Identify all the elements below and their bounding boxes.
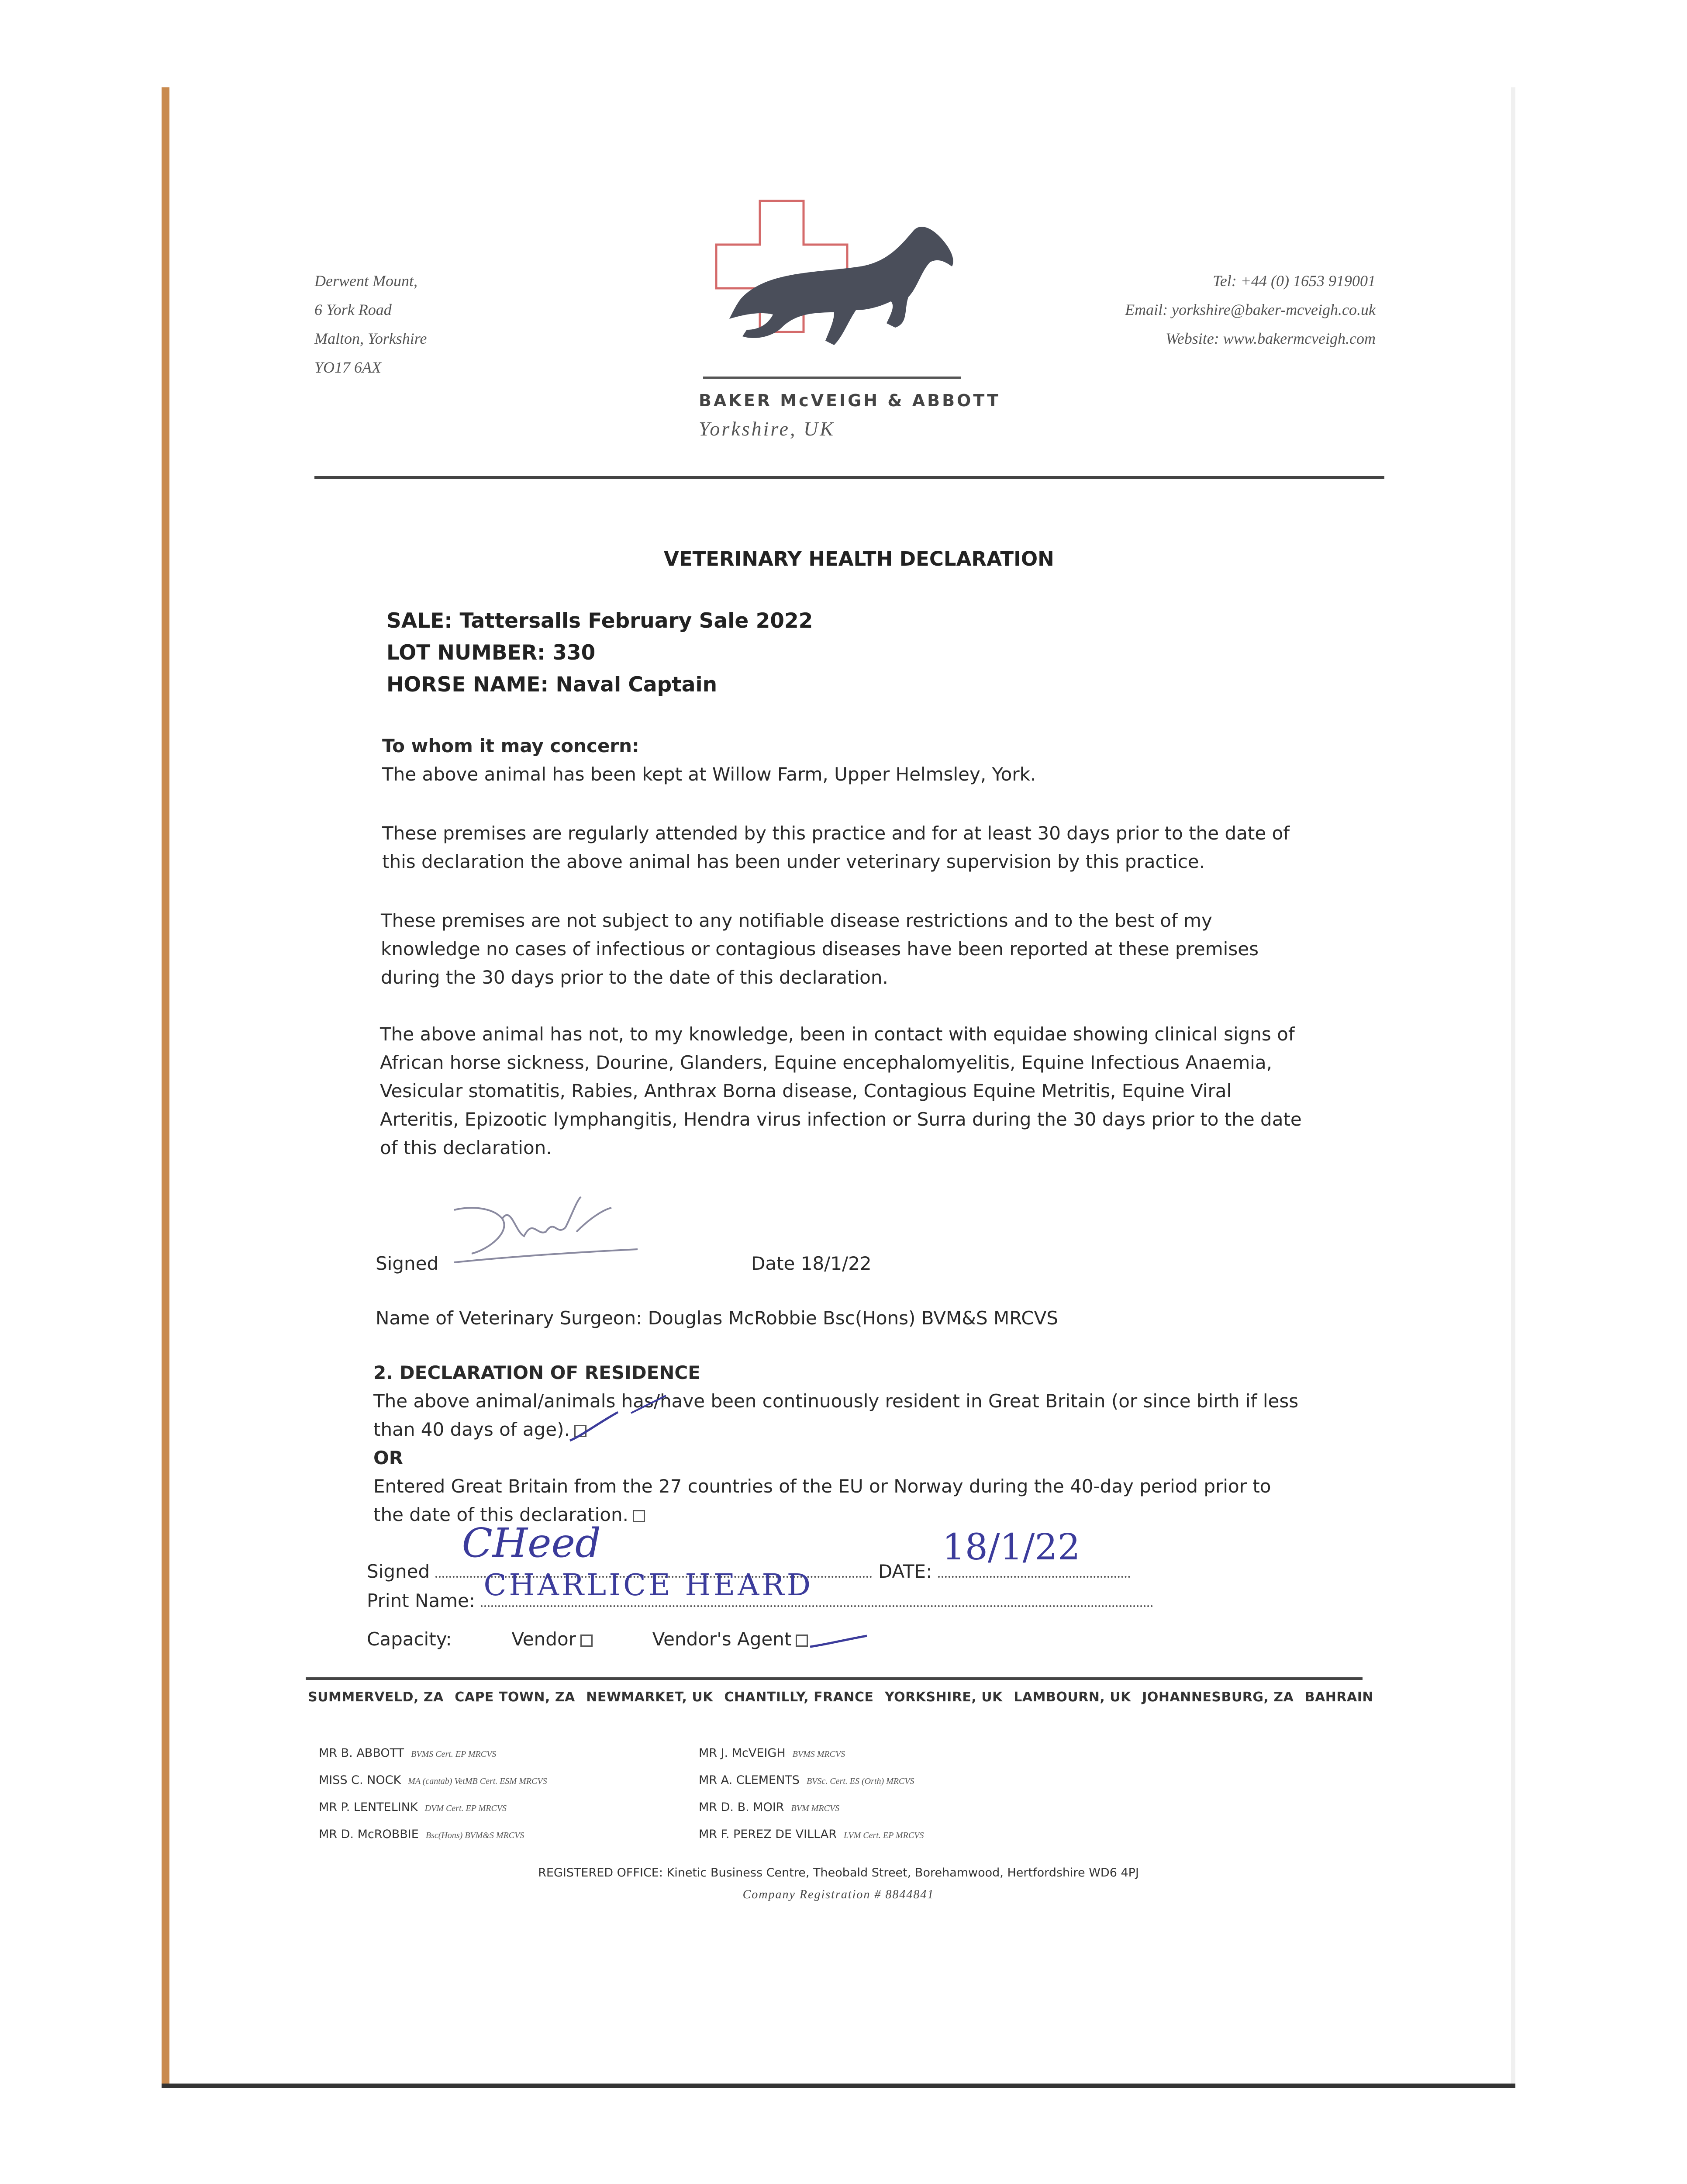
capacity-row <box>367 1625 1066 1653</box>
vet-list-right <box>699 1741 1135 1849</box>
residence-line-text: than 40 days of age). <box>373 1419 570 1440</box>
residence-date: 18/1/22 <box>942 1527 1080 1568</box>
contact-phone: Tel: +44 (0) 1653 919001 <box>1213 272 1376 290</box>
paragraph-line: knowledge no cases of infectious or contagious diseases have been reported at these premises <box>381 938 1259 960</box>
residence-section <box>373 1358 1378 1529</box>
tick-mark-icon <box>568 1410 620 1447</box>
paragraph-line: These premises are regularly attended by this practice and for at least 30 days prior to the date of <box>382 822 1290 844</box>
contact-website: Website: www.bakermcveigh.com <box>1166 330 1376 347</box>
vet-entry: MR A. CLEMENTS BVSc. Cert. ES (Orth) MRCVS <box>699 1773 914 1787</box>
page-edge-left <box>162 87 169 2088</box>
office: JOHANNESBURG, ZA <box>1142 1690 1294 1705</box>
vet-signed-label: Signed <box>376 1253 439 1274</box>
vendor-agent-label: Vendor's Agent <box>652 1628 792 1650</box>
sale-line: SALE: Tattersalls February Sale 2022 <box>386 609 813 633</box>
vet-entry: MR D. B. MOIR BVM MRCVS <box>699 1800 840 1814</box>
paragraph-line: These premises are not subject to any notifiable disease restrictions and to the best of my <box>381 910 1212 931</box>
paragraph-diseases <box>380 1020 1363 1162</box>
vendor-checkbox[interactable] <box>580 1635 593 1647</box>
paragraph-line: of this declaration. <box>380 1137 552 1158</box>
sale-details <box>386 605 813 701</box>
office: CAPE TOWN, ZA <box>455 1690 575 1705</box>
agent-tick-icon <box>808 1625 869 1653</box>
paragraph-line: The above animal has not, to my knowledge, been in contact with equidae showing clinical signs of <box>380 1023 1295 1045</box>
residence-heading: 2. DECLARATION OF RESIDENCE <box>373 1362 700 1383</box>
paragraph-premises: The above animal has been kept at Willow Farm, Upper Helmsley, York. <box>382 764 1036 785</box>
residence-line-2 <box>373 1415 1378 1444</box>
contact-email: Email: yorkshire@baker-mcveigh.co.uk <box>1125 301 1376 318</box>
vendor-label: Vendor <box>511 1628 576 1650</box>
vet-date: Date 18/1/22 <box>751 1253 872 1274</box>
strike-mark-icon <box>629 1393 668 1417</box>
header-rule <box>314 476 1384 479</box>
residence-date-label: DATE: <box>878 1561 932 1582</box>
paragraph-line: Arteritis, Epizootic lymphangitis, Hendra virus infection or Surra during the 30 days prior to the date <box>380 1109 1302 1130</box>
date-line <box>938 1527 1130 1578</box>
letterhead-contact <box>1004 266 1376 353</box>
logo <box>703 197 974 389</box>
vet-signature <box>445 1192 646 1269</box>
lot-number-line: LOT NUMBER: 330 <box>386 641 596 665</box>
footer-rule <box>306 1677 1363 1680</box>
paragraph-line: Vesicular stomatitis, Rabies, Anthrax Borna disease, Contagious Equine Metritis, Equine Viral <box>380 1080 1232 1102</box>
address-line: Derwent Mount, <box>314 272 417 290</box>
vet-entry: MR B. ABBOTT BVMS Cert. EP MRCVS <box>319 1746 497 1760</box>
paragraph-restrictions <box>381 906 1342 992</box>
horse-name-line: HORSE NAME: Naval Captain <box>386 673 718 697</box>
office: NEWMARKET, UK <box>586 1690 713 1705</box>
residence-line-text: the date of this declaration. <box>373 1504 628 1525</box>
page-edge-right <box>1511 87 1515 2088</box>
capacity-label: Capacity: <box>367 1628 452 1650</box>
residence-signed-label: Signed <box>367 1561 430 1582</box>
residence-line: The above animal/animals has/have been continuously resident in Great Britain (or since birth if less <box>373 1390 1299 1412</box>
salutation-block <box>382 732 1343 788</box>
residence-line: Entered Great Britain from the 27 countries of the EU or Norway during the 40-day period prior to <box>373 1476 1271 1497</box>
or-label: OR <box>373 1447 404 1469</box>
registered-office: REGISTERED OFFICE: Kinetic Business Centre, Theobald Street, Borehamwood, Hertfordshire WD6 4PJ <box>538 1866 1139 1880</box>
vendor-agent-checkbox[interactable] <box>796 1635 808 1647</box>
paragraph-supervision <box>382 819 1343 876</box>
entered-checkbox[interactable] <box>633 1510 645 1522</box>
paragraph-line: this declaration the above animal has been under veterinary supervision by this practice. <box>382 851 1205 872</box>
vet-entry: MR P. LENTELINK DVM Cert. EP MRCVS <box>319 1800 507 1814</box>
page-edge-bottom <box>162 2084 1515 2088</box>
firm-location: Yorkshire, UK <box>699 418 835 440</box>
vet-entry: MR F. PEREZ DE VILLAR LVM Cert. EP MRCVS <box>699 1828 924 1841</box>
address-line: YO17 6AX <box>314 359 381 376</box>
office: SUMMERVELD, ZA <box>308 1690 444 1705</box>
vet-list-left <box>319 1741 690 1849</box>
letterhead-address <box>314 266 620 382</box>
print-name-value: CHARLICE HEARD <box>483 1568 814 1603</box>
horse-and-cross-icon <box>703 197 974 389</box>
address-line: Malton, Yorkshire <box>314 330 427 347</box>
office: YORKSHIRE, UK <box>884 1690 1003 1705</box>
paragraph-line: during the 30 days prior to the date of this declaration. <box>381 967 888 988</box>
office: LAMBOURN, UK <box>1014 1690 1131 1705</box>
paragraph-line: African horse sickness, Dourine, Glanders, Equine encephalomyelitis, Equine Infectious Anaemia, <box>380 1052 1273 1073</box>
office: BAHRAIN <box>1304 1690 1373 1705</box>
salutation: To whom it may concern: <box>382 735 639 757</box>
firm-name: BAKER McVEIGH & ABBOTT <box>699 391 1001 410</box>
residence-signature: CHeed <box>462 1520 601 1566</box>
vet-entry: MISS C. NOCK MA (cantab) VetMB Cert. ESM MRCVS <box>319 1773 547 1787</box>
print-name-label: Print Name: <box>367 1590 476 1611</box>
office-list <box>308 1690 1373 1705</box>
company-registration: Company Registration # 8844841 <box>742 1888 935 1901</box>
office: CHANTILLY, FRANCE <box>724 1690 874 1705</box>
vet-entry: MR J. McVEIGH BVMS MRCVS <box>699 1746 845 1760</box>
vet-entry: MR D. McROBBIE Bsc(Hons) BVM&S MRCVS <box>319 1828 524 1841</box>
address-line: 6 York Road <box>314 301 392 318</box>
vet-surgeon-name: Name of Veterinary Surgeon: Douglas McRobbie Bsc(Hons) BVM&S MRCVS <box>376 1307 1059 1329</box>
document-title: VETERINARY HEALTH DECLARATION <box>664 547 1054 570</box>
